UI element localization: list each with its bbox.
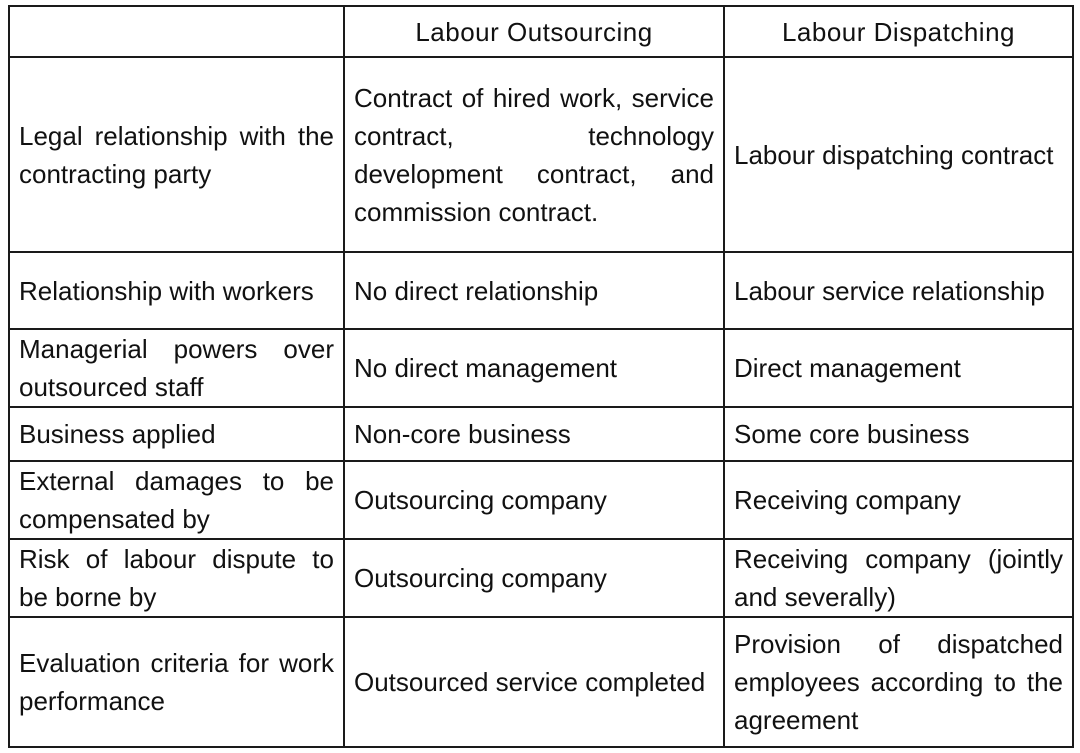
outsourcing-cell: Contract of hired work, service contract, technology development contract, and commission contract. <box>344 57 724 252</box>
outsourcing-cell: Outsourcing company <box>344 461 724 539</box>
table-row <box>9 57 1073 252</box>
dispatching-cell: Provision of dispatched employees according to the agreement <box>724 617 1073 747</box>
aspect-cell: Evaluation criteria for work performance <box>9 617 344 747</box>
header-cell-dispatching: Labour Dispatching <box>724 6 1073 57</box>
dispatching-cell: Labour service relationship <box>724 252 1073 329</box>
outsourcing-cell: Outsourcing company <box>344 539 724 617</box>
table-row <box>9 539 1073 617</box>
aspect-cell: Relationship with workers <box>9 252 344 329</box>
table-row <box>9 252 1073 329</box>
outsourcing-cell: No direct management <box>344 329 724 407</box>
table-row <box>9 329 1073 407</box>
dispatching-cell: Direct management <box>724 329 1073 407</box>
header-cell-outsourcing: Labour Outsourcing <box>344 6 724 57</box>
header-cell-aspect <box>9 6 344 57</box>
table-row <box>9 461 1073 539</box>
table-row <box>9 407 1073 461</box>
aspect-cell: Risk of labour dispute to be borne by <box>9 539 344 617</box>
outsourcing-cell: Outsourced service completed <box>344 617 724 747</box>
comparison-table <box>8 5 1074 748</box>
dispatching-cell: Receiving company (jointly and severally) <box>724 539 1073 617</box>
aspect-cell: External damages to be compensated by <box>9 461 344 539</box>
outsourcing-cell: No direct relationship <box>344 252 724 329</box>
table-row <box>9 617 1073 747</box>
outsourcing-cell: Non-core business <box>344 407 724 461</box>
dispatching-cell: Labour dispatching contract <box>724 57 1073 252</box>
aspect-cell: Managerial powers over outsourced staff <box>9 329 344 407</box>
dispatching-cell: Some core business <box>724 407 1073 461</box>
aspect-cell: Legal relationship with the contracting party <box>9 57 344 252</box>
dispatching-cell: Receiving company <box>724 461 1073 539</box>
aspect-cell: Business applied <box>9 407 344 461</box>
header-row <box>9 6 1073 57</box>
